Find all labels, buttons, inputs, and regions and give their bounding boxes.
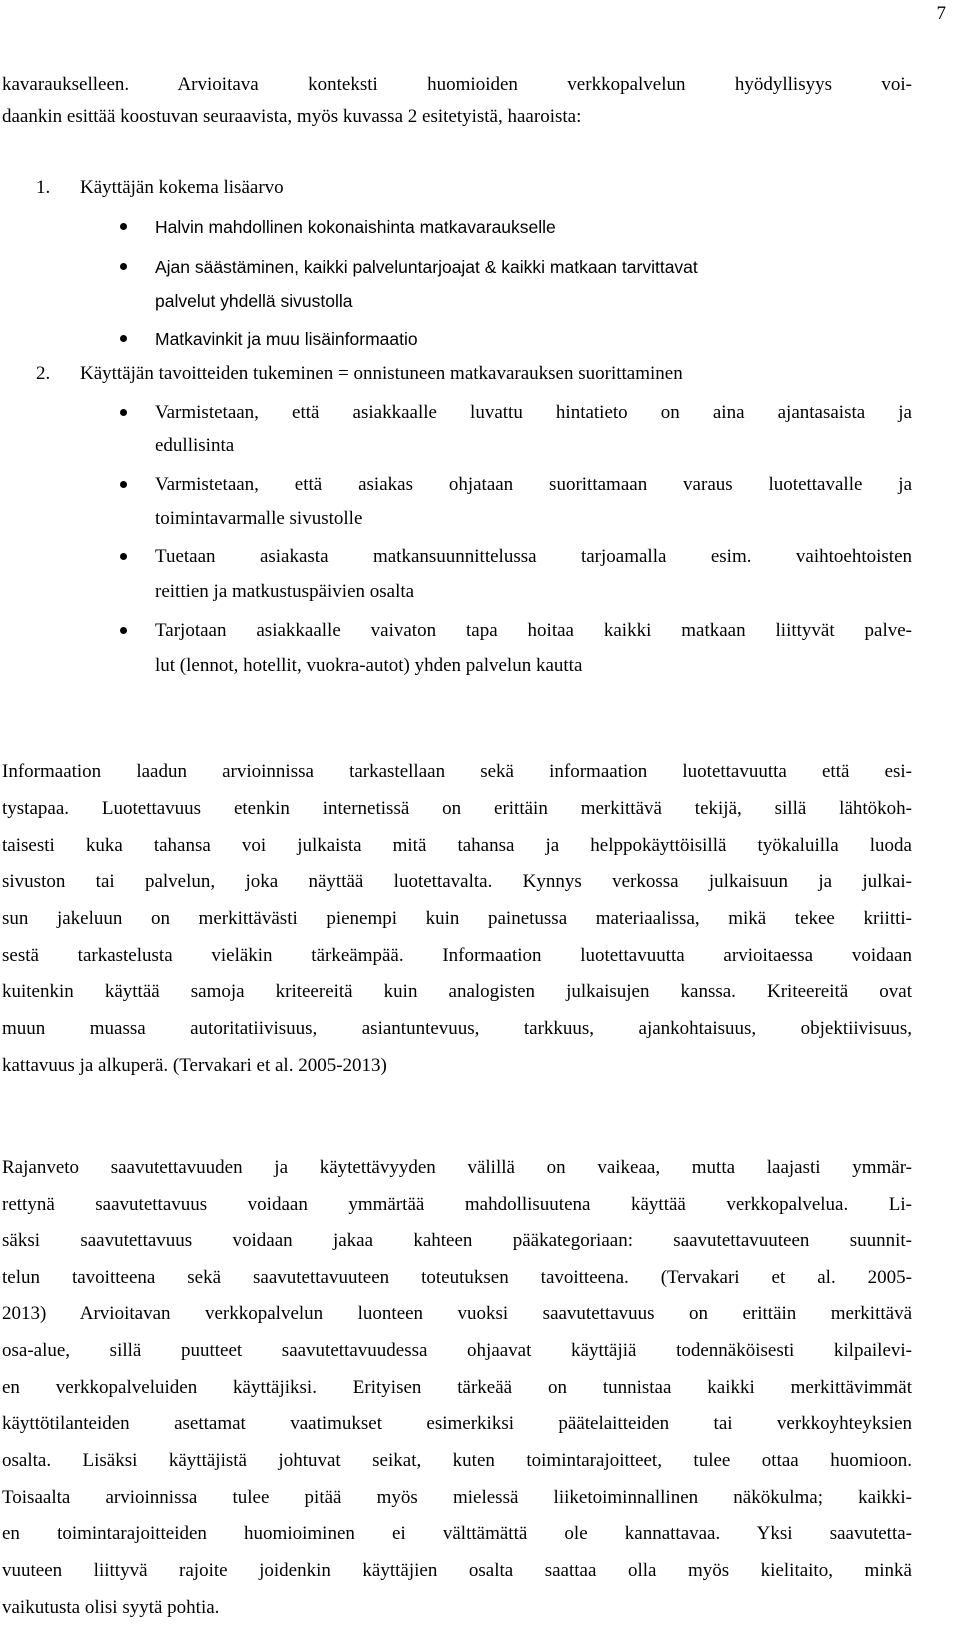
list-item-2-bullet-2-line-2: toimintavarmalle sivustolle bbox=[155, 508, 363, 529]
bullet-icon bbox=[120, 263, 127, 270]
bullet-icon bbox=[120, 335, 127, 342]
paragraph-1-line-4: sivuston tai palvelun, joka näyttää luotettavalta. Kynnys verkossa julkaisuun ja julkai- bbox=[2, 871, 912, 892]
list-item-2-bullet-4-line-1: Tarjotaan asiakkaalle vaivaton tapa hoitaa kaikki matkaan liittyvät palve- bbox=[155, 620, 912, 641]
list-item-1-bullet-3: Matkavinkit ja muu lisäinformaatio bbox=[155, 329, 418, 349]
list-item-1-bullet-2-line-2: palvelut yhdellä sivustolla bbox=[155, 291, 353, 311]
list-item-1-number: 1. bbox=[36, 177, 51, 198]
intro-line-1: kavaraukselleen. Arvioitava konteksti huomioiden verkkopalvelun hyödyllisyys voi- bbox=[2, 74, 912, 95]
paragraph-1-line-5: sun jakeluun on merkittävästi pienempi kuin painetussa materiaalissa, mikä tekee kriitti- bbox=[2, 908, 912, 929]
paragraph-2-line-7: en verkkopalveluiden käyttäjiksi. Erityisen tärkeää on tunnistaa kaikki merkittävimmät bbox=[2, 1377, 912, 1398]
paragraph-2-line-9: osalta. Lisäksi käyttäjistä johtuvat seikat, kuten toimintarajoitteet, tulee ottaa huomioon. bbox=[2, 1450, 912, 1471]
paragraph-2-line-4: telun tavoitteena sekä saavutettavuuteen toteutuksen tavoitteena. (Tervakari et al. 2005- bbox=[2, 1267, 912, 1288]
bullet-icon bbox=[120, 223, 127, 230]
paragraph-2-line-5: 2013) Arvioitavan verkkopalvelun luonteen vuoksi saavutettavuus on erittäin merkittävä bbox=[2, 1303, 912, 1324]
list-item-2-bullet-1-line-2: edullisinta bbox=[155, 435, 235, 456]
bullet-icon bbox=[120, 627, 127, 634]
paragraph-2-line-10: Toisaalta arvioinnissa tulee pitää myös mielessä liiketoiminnallinen näkökulma; kaikki- bbox=[2, 1487, 912, 1508]
paragraph-1-line-2: tystapaa. Luotettavuus etenkin internetissä on erittäin merkittävä tekijä, sillä lähtökoh- bbox=[2, 798, 912, 819]
bullet-icon bbox=[120, 481, 127, 488]
page-number: 7 bbox=[936, 3, 946, 24]
paragraph-1-line-6: sestä tarkastelusta vieläkin tärkeämpää. Informaation luotettavuutta arvioitaessa voidaan bbox=[2, 945, 912, 966]
paragraph-2-line-3: säksi saavutettavuus voidaan jakaa kahteen pääkategoriaan: saavutettavuuteen suunnit- bbox=[2, 1230, 912, 1251]
list-item-2-number: 2. bbox=[36, 363, 51, 384]
list-item-2-bullet-3-line-2: reittien ja matkustuspäivien osalta bbox=[155, 581, 415, 602]
paragraph-2-line-11: en toimintarajoitteiden huomioiminen ei välttämättä ole kannattavaa. Yksi saavutetta- bbox=[2, 1523, 912, 1544]
list-item-2-bullet-4-line-2: lut (lennot, hotellit, vuokra-autot) yhden palvelun kautta bbox=[155, 655, 583, 676]
paragraph-2-line-13: vaikutusta olisi syytä pohtia. bbox=[2, 1597, 220, 1618]
list-item-1-bullet-1: Halvin mahdollinen kokonaishinta matkavaraukselle bbox=[155, 217, 556, 237]
list-item-1-title: Käyttäjän kokema lisäarvo bbox=[80, 177, 284, 198]
paragraph-2-line-1: Rajanveto saavutettavuuden ja käytettävyyden välillä on vaikeaa, mutta laajasti ymmär- bbox=[2, 1157, 912, 1178]
bullet-icon bbox=[120, 553, 127, 560]
paragraph-1-line-1: Informaation laadun arvioinnissa tarkastellaan sekä informaation luotettavuutta että esi- bbox=[2, 761, 912, 782]
list-item-2-bullet-3-line-1: Tuetaan asiakasta matkansuunnittelussa tarjoamalla esim. vaihtoehtoisten bbox=[155, 546, 912, 567]
list-item-2-bullet-2-line-1: Varmistetaan, että asiakas ohjataan suorittamaan varaus luotettavalle ja bbox=[155, 474, 912, 495]
list-item-2-title: Käyttäjän tavoitteiden tukeminen = onnistuneen matkavarauksen suorittaminen bbox=[80, 363, 683, 384]
paragraph-2-line-2: rettynä saavutettavuus voidaan ymmärtää mahdollisuutena käyttää verkkopalvelua. Li- bbox=[2, 1194, 912, 1215]
paragraph-2-line-8: käyttötilanteiden asettamat vaatimukset esimerkiksi päätelaitteiden tai verkkoyhteyksien bbox=[2, 1413, 912, 1434]
intro-line-2: daankin esittää koostuvan seuraavista, myös kuvassa 2 esitetyistä, haaroista: bbox=[2, 106, 582, 127]
paragraph-1-line-8: muun muassa autoritatiivisuus, asiantuntevuus, tarkkuus, ajankohtaisuus, objektiivisuus, bbox=[2, 1018, 912, 1039]
paragraph-1-line-7: kuitenkin käyttää samoja kriteereitä kuin analogisten julkaisujen kanssa. Kriteereitä ovat bbox=[2, 981, 912, 1002]
paragraph-1-line-3: taisesti kuka tahansa voi julkaista mitä tahansa ja helppokäyttöisillä työkaluilla luoda bbox=[2, 835, 912, 856]
paragraph-2-line-12: vuuteen liittyvä rajoite joidenkin käyttäjien osalta saattaa olla myös kielitaito, minkä bbox=[2, 1560, 912, 1581]
bullet-icon bbox=[120, 409, 127, 416]
paragraph-1-line-9: kattavuus ja alkuperä. (Tervakari et al. 2005-2013) bbox=[2, 1055, 387, 1076]
list-item-1-bullet-2-line-1: Ajan säästäminen, kaikki palveluntarjoajat & kaikki matkaan tarvittavat bbox=[155, 257, 698, 277]
list-item-2-bullet-1-line-1: Varmistetaan, että asiakkaalle luvattu hintatieto on aina ajantasaista ja bbox=[155, 402, 912, 423]
paragraph-2-line-6: osa-alue, sillä puutteet saavutettavuudessa ohjaavat käyttäjiä todennäköisesti kilpailevi- bbox=[2, 1340, 912, 1361]
